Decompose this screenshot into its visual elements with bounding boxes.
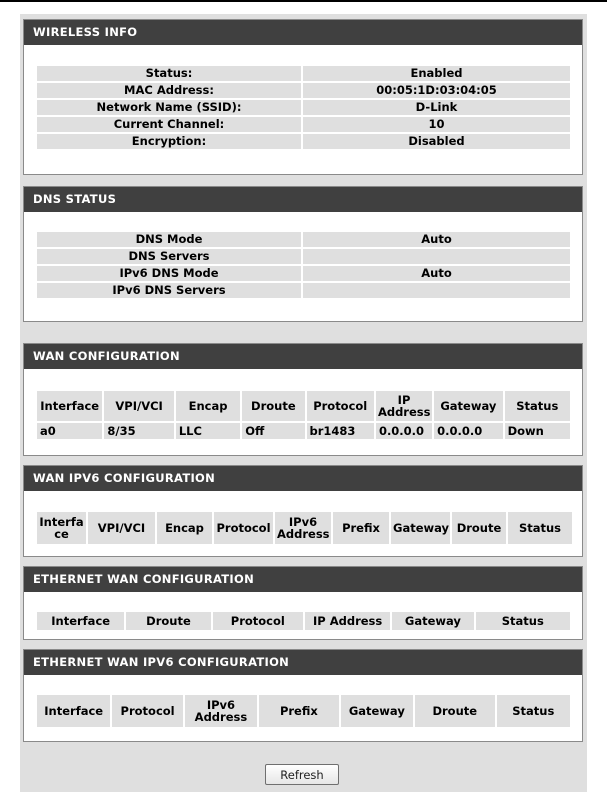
table-row (37, 66, 570, 81)
column-header: Droute (415, 695, 495, 727)
table-header-row (37, 391, 570, 421)
column-header: Status (505, 391, 570, 421)
row-label: Network Name (SSID): (37, 100, 301, 115)
section-header: WAN CONFIGURATION (24, 344, 582, 369)
row-label: DNS Servers (37, 249, 301, 264)
column-header: Protocol (307, 391, 374, 421)
column-header: Encap (176, 391, 240, 421)
table-cell: Down (505, 423, 570, 439)
column-header: Interface (37, 512, 86, 544)
column-header: Protocol (112, 695, 182, 727)
table-cell: Off (242, 423, 304, 439)
table-cell: 0.0.0.0 (376, 423, 432, 439)
wan-configuration-section (23, 343, 583, 456)
table-cell: 0.0.0.0 (434, 423, 502, 439)
ethernet-wan-configuration-table (35, 610, 572, 632)
dns-status-table (35, 230, 572, 300)
table-row (37, 117, 570, 132)
section-header: DNS STATUS (24, 187, 582, 212)
column-header: VPI/VCI (88, 512, 155, 544)
table-header-row (37, 612, 570, 630)
row-label: Encryption: (37, 134, 301, 149)
column-header: VPI/VCI (104, 391, 173, 421)
row-value: Disabled (303, 134, 570, 149)
column-header: Protocol (213, 612, 303, 630)
column-header: IP Address (305, 612, 390, 630)
ethernet-wan-configuration-section (23, 566, 583, 640)
table-row (37, 100, 570, 115)
refresh-button[interactable]: Refresh (265, 764, 339, 785)
table-row (37, 134, 570, 149)
wireless-info-section (23, 19, 583, 175)
row-label: Status: (37, 66, 301, 81)
row-value: 10 (303, 117, 570, 132)
wan-configuration-table (35, 389, 572, 441)
column-header: Gateway (391, 512, 450, 544)
table-header-row (37, 695, 570, 727)
table-row (37, 423, 570, 439)
column-header: Status (508, 512, 572, 544)
row-value: Auto (303, 266, 570, 281)
wan-ipv6-configuration-section (23, 465, 583, 557)
row-label: DNS Mode (37, 232, 301, 247)
column-header: IP Address (377, 393, 431, 419)
table-header-row (37, 512, 572, 544)
table-cell: br1483 (307, 423, 374, 439)
table-row (37, 83, 570, 98)
row-label: IPv6 DNS Servers (37, 283, 301, 298)
column-header: Interface (37, 391, 102, 421)
table-row (37, 249, 570, 264)
column-header: Encap (157, 512, 212, 544)
row-label: IPv6 DNS Mode (37, 266, 301, 281)
section-header: ETHERNET WAN IPV6 CONFIGURATION (24, 650, 582, 675)
column-header: Interface (37, 695, 110, 727)
row-value: 00:05:1D:03:04:05 (303, 83, 570, 98)
row-value (303, 249, 570, 264)
column-header: Prefix (259, 695, 339, 727)
column-header: Interface (37, 612, 124, 630)
section-header: ETHERNET WAN CONFIGURATION (24, 567, 582, 592)
table-row (37, 283, 570, 298)
column-header: Gateway (392, 612, 473, 630)
section-header: WIRELESS INFO (24, 20, 582, 45)
row-label: MAC Address: (37, 83, 301, 98)
table-row (37, 266, 570, 281)
table-cell: LLC (176, 423, 240, 439)
row-value: D-Link (303, 100, 570, 115)
column-header: Droute (242, 391, 304, 421)
section-header: WAN IPV6 CONFIGURATION (24, 466, 582, 491)
column-header: Droute (126, 612, 210, 630)
dns-status-section (23, 186, 583, 322)
column-header: Gateway (434, 391, 502, 421)
row-value (303, 283, 570, 298)
row-value: Enabled (303, 66, 570, 81)
column-header: IPv6 Address (275, 512, 331, 544)
table-cell: a0 (37, 423, 102, 439)
column-header: Gateway (341, 695, 413, 727)
column-header: Droute (452, 512, 506, 544)
ethernet-wan-ipv6-configuration-section (23, 649, 583, 742)
row-value: Auto (303, 232, 570, 247)
table-row (37, 232, 570, 247)
column-header: Prefix (333, 512, 389, 544)
column-header: Protocol (214, 512, 273, 544)
column-header: IPv6 Address (185, 695, 257, 727)
table-cell: 8/35 (104, 423, 173, 439)
ethernet-wan-ipv6-configuration-table (35, 693, 572, 729)
top-border-line (0, 0, 607, 2)
column-header: Status (476, 612, 570, 630)
row-label: Current Channel: (37, 117, 301, 132)
wan-ipv6-configuration-table (35, 510, 574, 546)
wireless-info-table (35, 64, 572, 151)
column-header: Status (497, 695, 570, 727)
